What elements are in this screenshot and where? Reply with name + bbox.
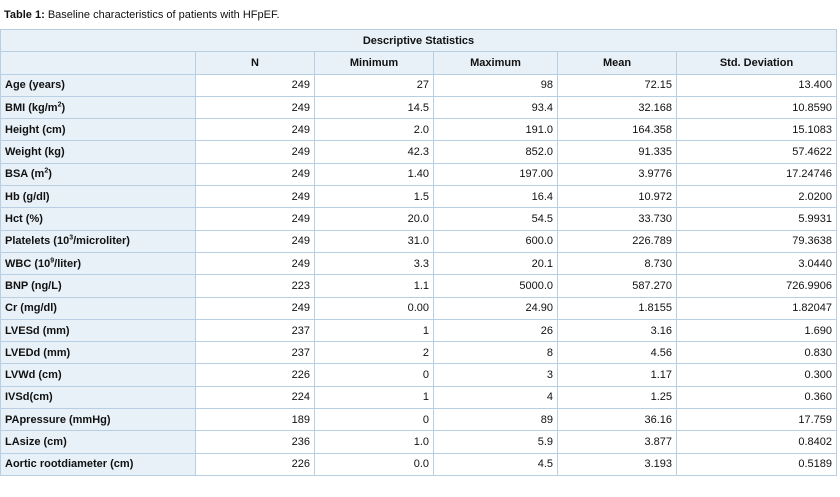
row-label-suffix: )	[48, 168, 52, 181]
table-caption	[4, 8, 280, 22]
cell-mean: 3.877	[558, 431, 677, 453]
cell-std-deviation: 1.82047	[677, 297, 837, 319]
cell-n: 249	[196, 96, 315, 118]
row-label	[1, 453, 196, 475]
table-row	[1, 275, 837, 297]
table-row	[1, 342, 837, 364]
cell-mean: 1.25	[558, 386, 677, 408]
row-label-text: Hb (g/dl)	[5, 190, 50, 203]
cell-minimum: 1.40	[315, 163, 434, 185]
row-label	[1, 163, 196, 185]
cell-maximum: 3	[434, 364, 558, 386]
cell-maximum: 4	[434, 386, 558, 408]
cell-std-deviation: 0.830	[677, 342, 837, 364]
cell-maximum: 54.5	[434, 208, 558, 230]
column-header-n: N	[196, 52, 315, 74]
cell-n: 226	[196, 364, 315, 386]
row-label-suffix: )	[61, 101, 66, 114]
cell-std-deviation: 17.24746	[677, 163, 837, 185]
cell-mean: 32.168	[558, 96, 677, 118]
cell-maximum: 98	[434, 74, 558, 96]
row-label	[1, 119, 196, 141]
cell-n: 249	[196, 297, 315, 319]
cell-n: 249	[196, 208, 315, 230]
cell-maximum: 852.0	[434, 141, 558, 163]
row-label-superscript: 2	[57, 100, 62, 108]
cell-mean: 1.8155	[558, 297, 677, 319]
cell-minimum: 0.00	[315, 297, 434, 319]
cell-n: 249	[196, 141, 315, 163]
cell-maximum: 89	[434, 409, 558, 431]
column-header-mean: Mean	[558, 52, 677, 74]
cell-minimum: 0	[315, 409, 434, 431]
row-label-superscript: 9	[50, 256, 55, 264]
row-label-suffix: /liter)	[54, 257, 82, 270]
row-label	[1, 74, 196, 96]
cell-std-deviation: 13.400	[677, 74, 837, 96]
caption-text: Baseline characteristics of patients with HFpEF.	[44, 9, 280, 21]
cell-std-deviation: 726.9906	[677, 275, 837, 297]
row-label-text: BNP (ng/L)	[5, 279, 62, 292]
row-label-text: Aortic rootdiameter (cm)	[5, 458, 134, 471]
cell-n: 189	[196, 409, 315, 431]
cell-minimum: 1	[315, 386, 434, 408]
table-row	[1, 163, 837, 185]
row-label-text: Platelets (10	[5, 235, 70, 248]
cell-maximum: 197.00	[434, 163, 558, 185]
table-row	[1, 141, 837, 163]
cell-n: 224	[196, 386, 315, 408]
row-label	[1, 252, 196, 274]
cell-mean: 164.358	[558, 119, 677, 141]
table-row	[1, 186, 837, 208]
cell-minimum: 0.0	[315, 453, 434, 475]
cell-mean: 3.9776	[558, 163, 677, 185]
row-label-superscript: 2	[44, 167, 49, 175]
cell-maximum: 600.0	[434, 230, 558, 252]
row-label-text: Weight (kg)	[5, 146, 65, 159]
cell-mean: 91.335	[558, 141, 677, 163]
corner-cell	[1, 52, 196, 74]
cell-minimum: 2	[315, 342, 434, 364]
table-row	[1, 96, 837, 118]
cell-maximum: 5.9	[434, 431, 558, 453]
cell-std-deviation: 0.5189	[677, 453, 837, 475]
row-label	[1, 342, 196, 364]
row-label-text: LVWd (cm)	[5, 369, 62, 382]
row-label	[1, 208, 196, 230]
table-row	[1, 252, 837, 274]
cell-std-deviation: 10.8590	[677, 96, 837, 118]
cell-mean: 36.16	[558, 409, 677, 431]
cell-mean: 226.789	[558, 230, 677, 252]
cell-mean: 1.17	[558, 364, 677, 386]
table-row	[1, 230, 837, 252]
cell-mean: 587.270	[558, 275, 677, 297]
cell-std-deviation: 2.0200	[677, 186, 837, 208]
cell-maximum: 5000.0	[434, 275, 558, 297]
cell-mean: 4.56	[558, 342, 677, 364]
cell-std-deviation: 79.3638	[677, 230, 837, 252]
cell-mean: 3.16	[558, 319, 677, 341]
cell-n: 249	[196, 163, 315, 185]
row-label-text: BSA (m	[5, 168, 45, 181]
column-header-std-deviation: Std. Deviation	[677, 52, 837, 74]
group-header: Descriptive Statistics	[1, 30, 837, 52]
row-label-suffix: /microliter)	[73, 235, 130, 248]
table-row	[1, 74, 837, 96]
cell-n: 249	[196, 186, 315, 208]
cell-mean: 10.972	[558, 186, 677, 208]
cell-minimum: 14.5	[315, 96, 434, 118]
cell-maximum: 24.90	[434, 297, 558, 319]
cell-n: 249	[196, 252, 315, 274]
cell-n: 249	[196, 119, 315, 141]
cell-n: 223	[196, 275, 315, 297]
cell-std-deviation: 5.9931	[677, 208, 837, 230]
cell-n: 236	[196, 431, 315, 453]
column-header-minimum: Minimum	[315, 52, 434, 74]
cell-std-deviation: 17.759	[677, 409, 837, 431]
row-label	[1, 96, 196, 118]
cell-std-deviation: 15.1083	[677, 119, 837, 141]
cell-minimum: 1.1	[315, 275, 434, 297]
row-label	[1, 275, 196, 297]
table-body	[1, 74, 837, 475]
row-label	[1, 386, 196, 408]
row-label-text: BMI (kg/m	[5, 101, 58, 114]
caption-prefix: Table 1:	[4, 9, 45, 21]
cell-maximum: 8	[434, 342, 558, 364]
row-label-text: Age (years)	[5, 79, 65, 92]
cell-minimum: 0	[315, 364, 434, 386]
row-label-text: IVSd(cm)	[5, 391, 53, 404]
row-label-text: Height (cm)	[5, 123, 66, 136]
table-row	[1, 119, 837, 141]
table-row	[1, 208, 837, 230]
cell-mean: 33.730	[558, 208, 677, 230]
row-label-text: LVESd (mm)	[5, 324, 70, 337]
row-label-superscript: 3	[69, 234, 74, 242]
cell-minimum: 1.0	[315, 431, 434, 453]
row-label	[1, 319, 196, 341]
cell-minimum: 3.3	[315, 252, 434, 274]
cell-std-deviation: 57.4622	[677, 141, 837, 163]
cell-n: 226	[196, 453, 315, 475]
table-row	[1, 386, 837, 408]
group-header-row	[1, 30, 837, 52]
row-label	[1, 409, 196, 431]
cell-maximum: 191.0	[434, 119, 558, 141]
row-label	[1, 364, 196, 386]
cell-n: 249	[196, 230, 315, 252]
cell-n: 237	[196, 342, 315, 364]
cell-mean: 3.193	[558, 453, 677, 475]
row-label	[1, 186, 196, 208]
cell-std-deviation: 3.0440	[677, 252, 837, 274]
row-label-text: PApressure (mmHg)	[5, 413, 111, 426]
cell-maximum: 16.4	[434, 186, 558, 208]
cell-std-deviation: 0.360	[677, 386, 837, 408]
table-row	[1, 453, 837, 475]
row-label-text: LVEDd (mm)	[5, 346, 71, 359]
cell-std-deviation: 1.690	[677, 319, 837, 341]
column-header-row	[1, 52, 837, 74]
cell-minimum: 42.3	[315, 141, 434, 163]
cell-std-deviation: 0.300	[677, 364, 837, 386]
cell-std-deviation: 0.8402	[677, 431, 837, 453]
cell-maximum: 26	[434, 319, 558, 341]
row-label-text: Hct (%)	[5, 213, 43, 226]
cell-minimum: 1	[315, 319, 434, 341]
cell-minimum: 27	[315, 74, 434, 96]
row-label-text: Cr (mg/dl)	[5, 302, 57, 315]
cell-mean: 8.730	[558, 252, 677, 274]
cell-minimum: 31.0	[315, 230, 434, 252]
cell-n: 249	[196, 74, 315, 96]
table-row	[1, 319, 837, 341]
cell-maximum: 4.5	[434, 453, 558, 475]
descriptive-statistics-table	[0, 29, 837, 476]
cell-minimum: 20.0	[315, 208, 434, 230]
cell-minimum: 1.5	[315, 186, 434, 208]
row-label	[1, 230, 196, 252]
column-header-maximum: Maximum	[434, 52, 558, 74]
table-row	[1, 409, 837, 431]
table-row	[1, 297, 837, 319]
table-row	[1, 364, 837, 386]
cell-maximum: 20.1	[434, 252, 558, 274]
row-label-text: LAsize (cm)	[5, 435, 67, 448]
cell-maximum: 93.4	[434, 96, 558, 118]
cell-mean: 72.15	[558, 74, 677, 96]
row-label	[1, 431, 196, 453]
row-label	[1, 141, 196, 163]
row-label	[1, 297, 196, 319]
table-row	[1, 431, 837, 453]
row-label-text: WBC (10	[5, 257, 51, 270]
cell-minimum: 2.0	[315, 119, 434, 141]
cell-n: 237	[196, 319, 315, 341]
